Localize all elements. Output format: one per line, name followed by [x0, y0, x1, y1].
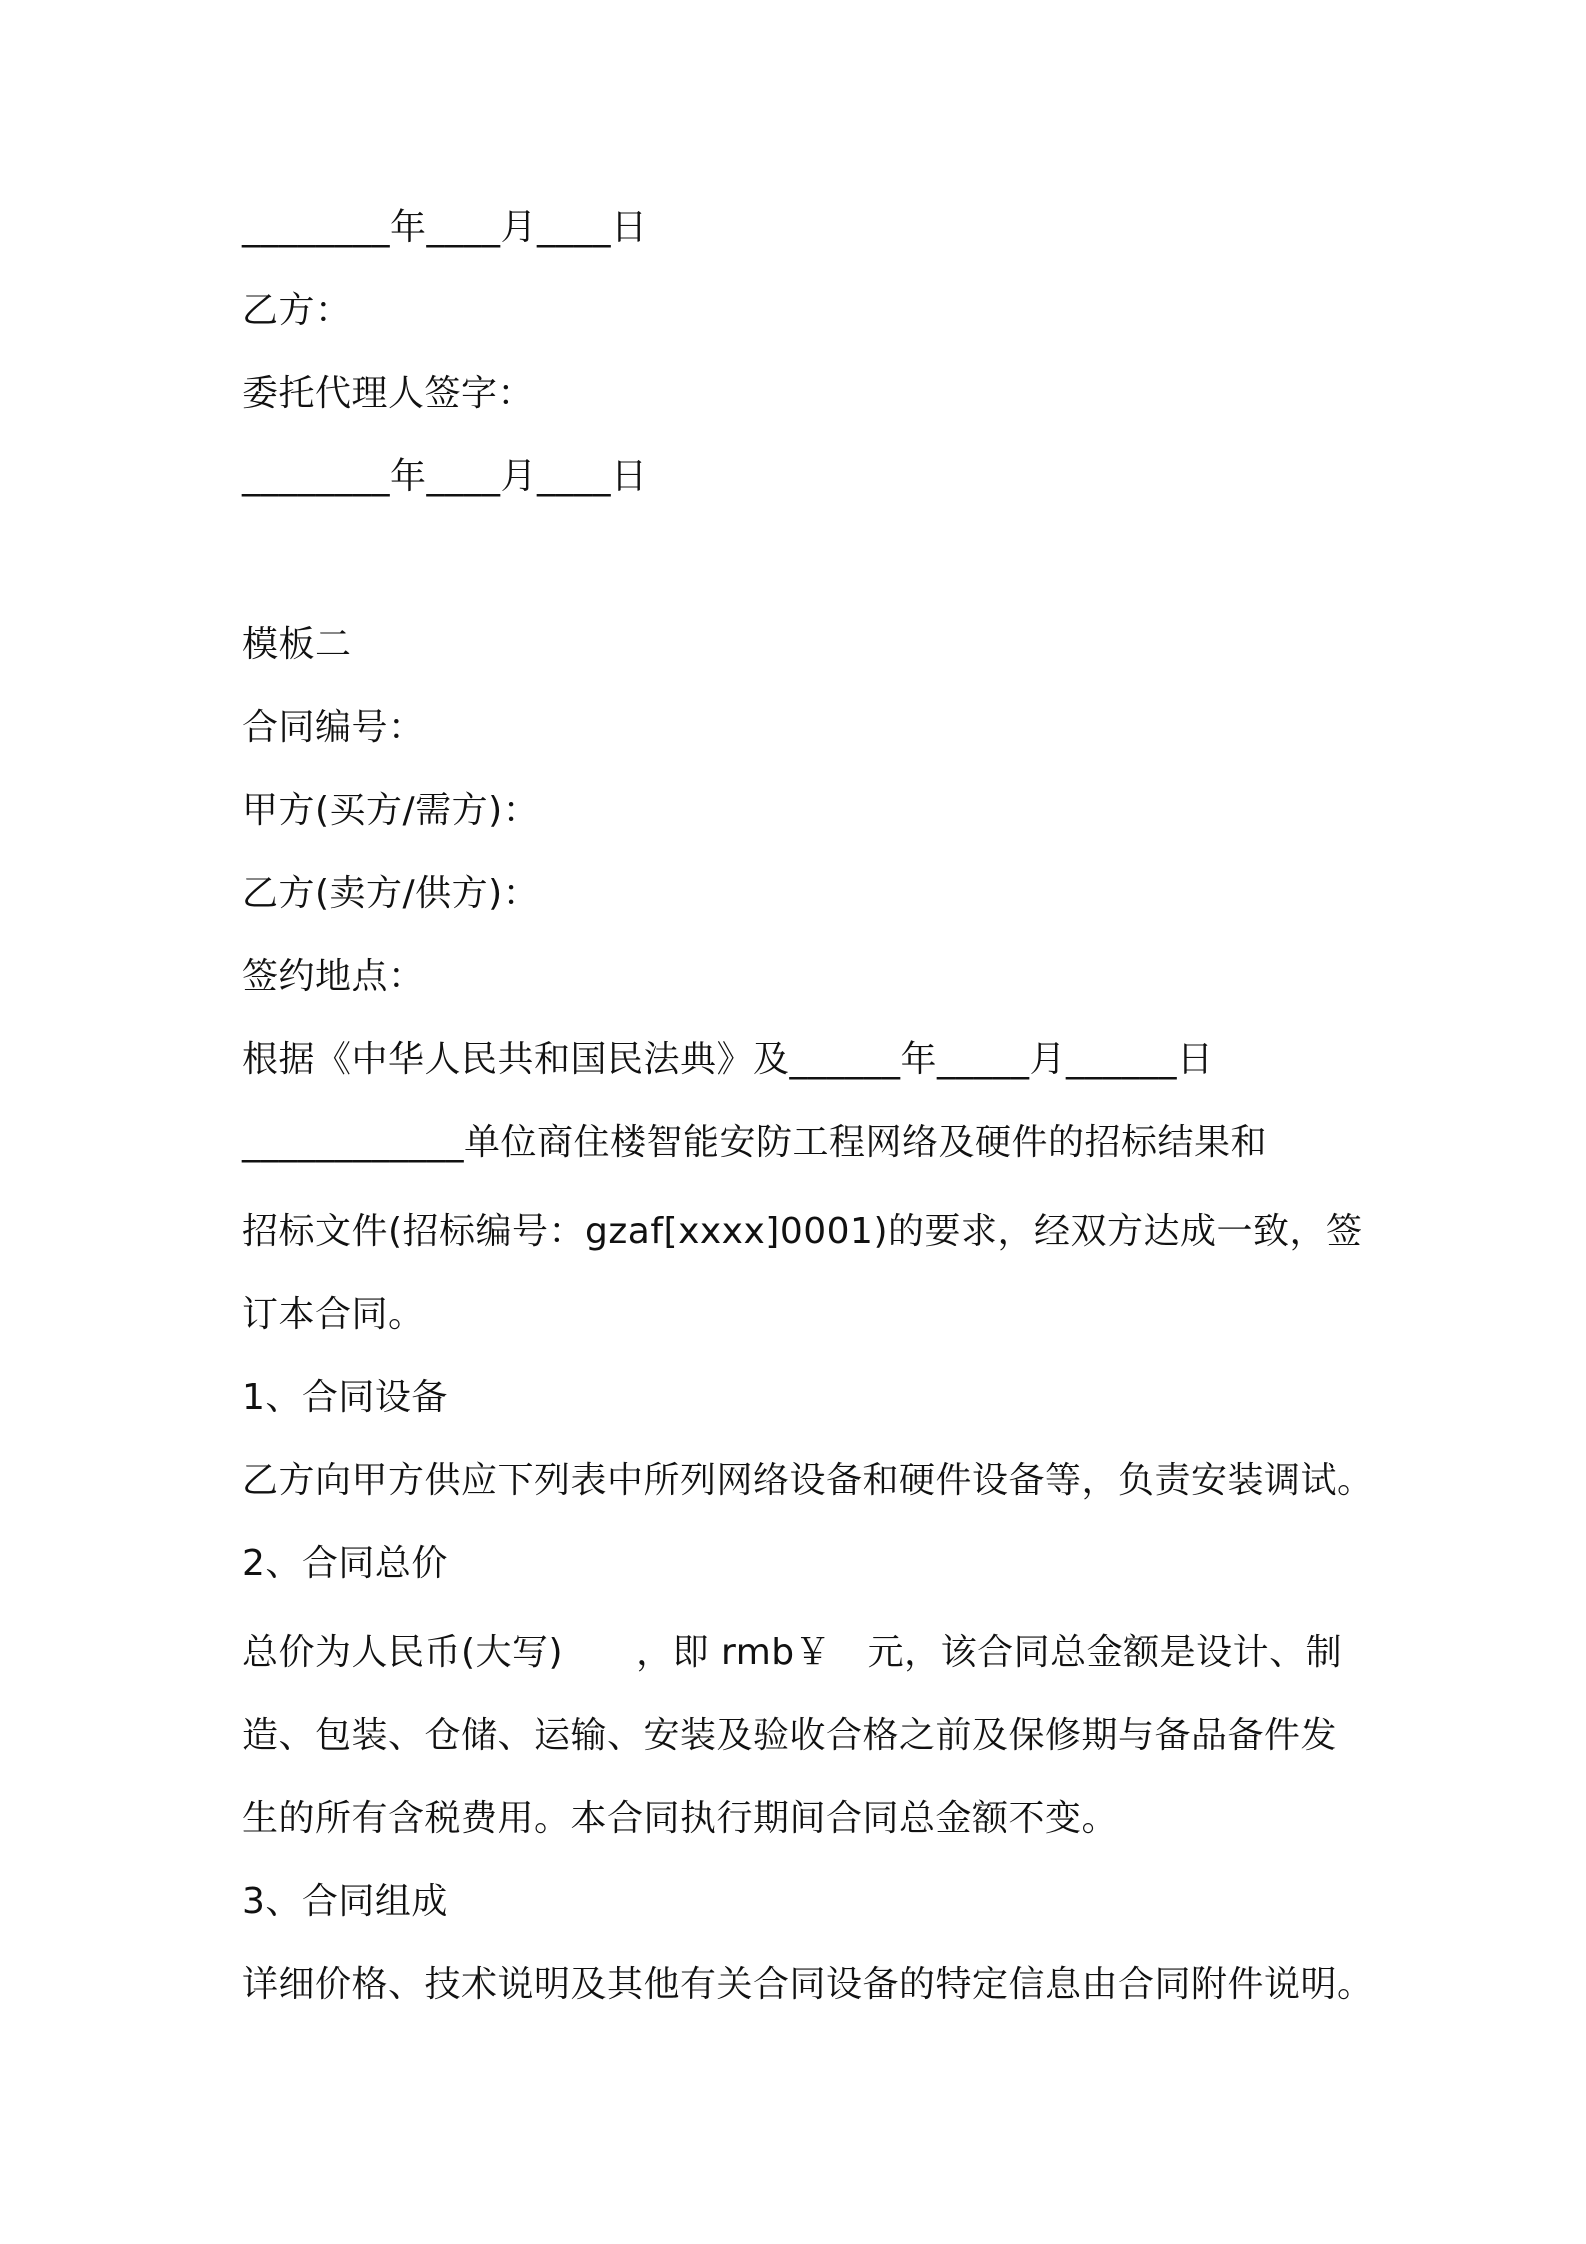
preamble-line-4: 订本合同。 [242, 1294, 425, 1335]
party-b-label: 乙方： [242, 290, 352, 331]
section-2-heading: 2、合同总价 [242, 1543, 448, 1584]
date-line-party-a: ________年____月____日 [242, 207, 648, 248]
template-heading: 模板二 [242, 624, 352, 665]
section-2-body-line-1: 总价为人民币(大写) ，即 rmb￥ 元，该合同总金额是设计、制 [242, 1632, 1343, 1673]
preamble-line-1: 根据《中华人民共和国民法典》及______年_____月______日 [242, 1039, 1214, 1080]
section-3-heading: 3、合同组成 [242, 1881, 448, 1922]
preamble-line-3: 招标文件(招标编号：gzaf[xxxx]0001)的要求，经双方达成一致，签 [242, 1211, 1363, 1252]
section-2-body-line-2: 造、包装、仓储、运输、安装及验收合格之前及保修期与备品备件发 [242, 1715, 1338, 1756]
date-line-party-b: ________年____月____日 [242, 456, 648, 497]
party-b-seller-label: 乙方(卖方/供方)： [242, 873, 540, 914]
preamble-line-2: ____________单位商住楼智能安防工程网络及硬件的招标结果和 [242, 1122, 1268, 1163]
agent-signature-label: 委托代理人签字： [242, 373, 535, 414]
section-1-heading: 1、合同设备 [242, 1377, 448, 1418]
signing-place-label: 签约地点： [242, 956, 425, 997]
contract-number-label: 合同编号： [242, 707, 425, 748]
party-a-buyer-label: 甲方(买方/需方)： [242, 790, 540, 831]
section-1-body: 乙方向甲方供应下列表中所列网络设备和硬件设备等，负责安装调试。 [242, 1460, 1374, 1501]
section-3-body: 详细价格、技术说明及其他有关合同设备的特定信息由合同附件说明。 [242, 1964, 1374, 2005]
section-2-body-line-3: 生的所有含税费用。本合同执行期间合同总金额不变。 [242, 1798, 1119, 1839]
